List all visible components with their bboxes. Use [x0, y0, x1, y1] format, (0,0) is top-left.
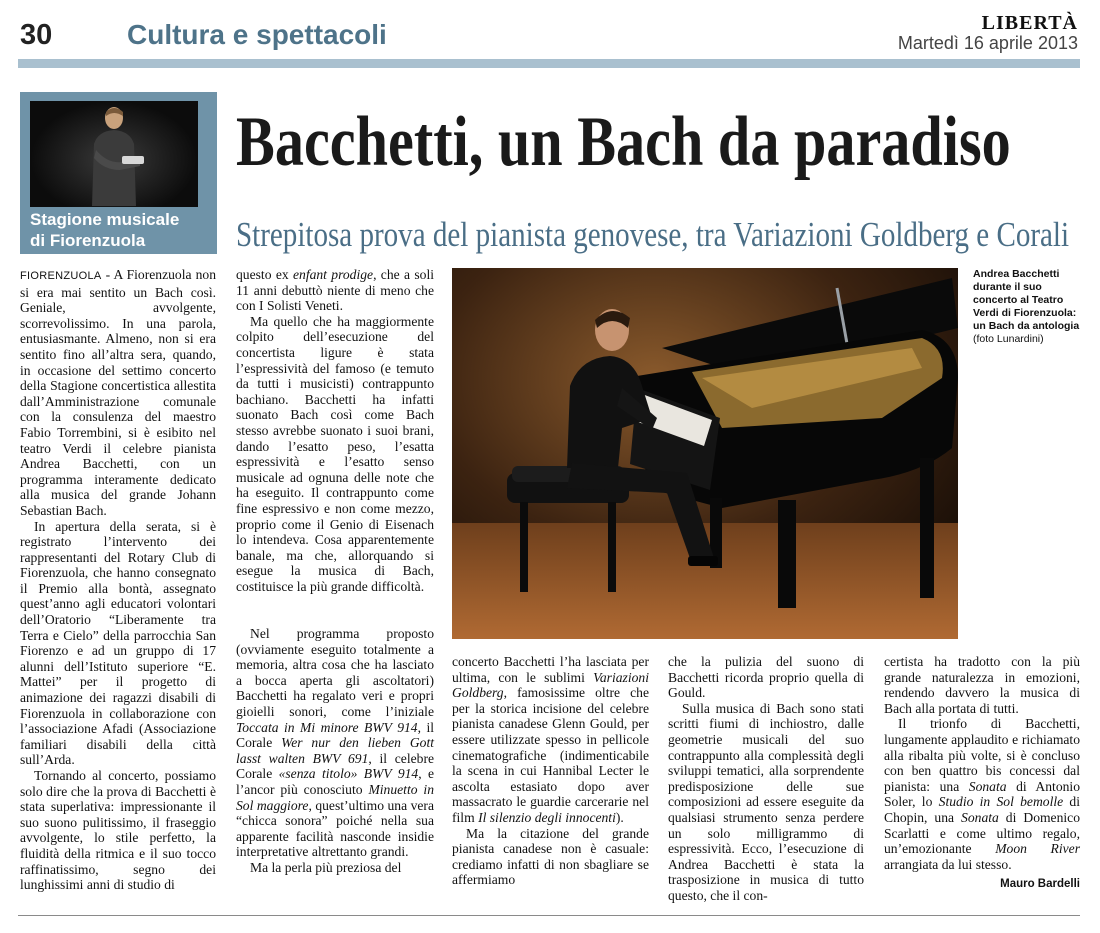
text-span: , famosissime oltre che per la storica incisione del celebre pianista canadese Glenn Gould, per essere utilizzate spesso in pellicole cinematografiche (indimenticabile la scena in cui Hannibal Lecter le ascolta estasiato dopo aver massacrato le guardie carcerarie nel film [452, 685, 649, 825]
text-span: ). [615, 809, 624, 825]
paragraph-11: certista ha tradotto con la più grande naturalezza in emozioni, rendendo davvero la musica di Bach alla portata di tutti. [884, 654, 1080, 716]
text-span: Nel programma proposto (ovviamente eseguito totalmente a memoria, altra cosa che ha lasciato a bocca aperta gli ascoltatori) Bacchetti ha regalato veri e propri gioielli sonori, come l’iniziale [236, 626, 434, 719]
paragraph-9: che la pulizia del suono di Bacchetti ricorda proprio quella di Gould. [668, 654, 864, 701]
pianist-at-piano-illustration [452, 268, 958, 639]
text-span: di Domenico Scarlatti e come ultimo regalo, un’emozionante [884, 809, 1080, 857]
newspaper-name: LIBERTÀ [981, 12, 1078, 34]
section-title: Cultura e spettacoli [127, 19, 387, 50]
musician-figure [78, 104, 150, 206]
header-rule [18, 59, 1080, 68]
work-title: Wer nur den lieben Gott lasst walten BWV 691 [236, 735, 435, 766]
photo-credit: (foto Lunardini) [973, 333, 1044, 345]
text-span: concerto Bacchetti l’ha lasciata per ultima, con le sublimi [452, 654, 649, 685]
paragraph-2: In apertura della serata, si è registrato l’intervento dei rappresentanti del Rotary Club di Fiorenzuola, che hanno consegnato il Premio alla bontà, assegnato quest’anno agli educatori volontari dell’Oratorio “Liberamente tra Terra e Cielo” della parrocchia San Fiorenzo e ad un gruppo di 17 alunni dell’Istituto superiore “E. Mattei” per il progetto di animazione dei ragazzi disabili di Fiorenzuola in collaborazione con l’associazione Afadi (Associazione familiari disabili della città sull’Arda. [20, 518, 216, 768]
text-span: , che a soli 11 anni debuttò niente di meno che con I Solisti Veneti. [236, 267, 434, 314]
text-span: , quest’ultimo una vera “chicca sonora” poiché nella sua apparente facilità nasconde insidie interpretative altrettanto grandi. [236, 797, 434, 860]
footer-rule [18, 915, 1080, 916]
series-caption [30, 209, 215, 251]
article-column-4 [668, 654, 864, 904]
text-span: di Chopin, una [884, 794, 1080, 825]
text-span: , e l’ancor più conosciuto [236, 766, 434, 797]
text-span: , il Corale [236, 719, 435, 751]
work-title: Toccata in Mi minore BWV 914 [236, 719, 418, 735]
page-number: 30 [20, 19, 53, 51]
text-span: questo ex [236, 267, 293, 282]
paragraph-1: - A Fiorenzuola non si era mai sentito un Bach così. Geniale, avvolgente, scorrevolissimo. In una parola, entusiasmante. Almeno, non si era sentito fino all’altra sera, quando, in occasione del settimo concerto della Stagione concertistica allestita dall’Amministrazione comunale con la consulenza del maestro Fabio Torrembini, si è esibito nel teatro Verdi il celebre pianista Andrea Bacchetti, con un programma interamente dedicato alla musica del grande Johann Sebastian Bach. [20, 267, 216, 518]
work-title: Sonata [961, 809, 999, 825]
work-title: Variazioni Goldberg [452, 669, 649, 701]
paragraph-5: Ma quello che ha maggiormente colpito dell’esecuzione del concertista ligure è stata l’espressività del famoso (e temuto da tutti i musicisti) contrappunto bachiano. Bacchetti ha infatti suonato Bach così come Bach stesso avrebbe suonato i suoi brani, dando l’esatto peso, l’esatta espressività e l’esatto senso musicale ad ognuna delle note che ha eseguito. Il contrappunto come fine espressivo e non come mezzo, proprio come il Genio di Eisenach lo intendeva. Cosa apparentemente banale, ma che, allorquando si esegue la musica di Bach, costituisce la più grande difficoltà. [236, 313, 434, 594]
dateline: FIORENZUOLA [20, 270, 102, 282]
photo-caption-text: Andrea Bacchetti durante il suo concerto al Teatro Verdi di Fiorenzuola: un Bach da antologia [973, 268, 1080, 332]
paragraph-10: Sulla musica di Bach sono stati scritti fiumi di inchiostro, dalle geometrie musicali del suo contrappunto alla complessità degli sviluppi tematici, alla sorprendente predisposizione delle sue composizioni ad essere eseguite da qualsiasi strumento senza perdere un solo milligrammo di espressività. Ecco, l’esecuzione di Andrea Bacchetti è stata la trasposizione in musica di tutto questo, che il con- [668, 700, 864, 903]
text-span: di Antonio Soler, lo [884, 778, 1080, 810]
article-column-2-lower [236, 626, 434, 876]
work-title: «senza titolo» BWV 914 [278, 766, 419, 782]
work-title: Moon River [995, 841, 1080, 857]
article-column-2 [236, 267, 434, 594]
work-title: Sonata [968, 778, 1007, 794]
author-byline: Mauro Bardelli [1000, 878, 1080, 890]
paragraph-6 [236, 626, 434, 860]
text-span: , il celebre Corale [236, 750, 434, 782]
article-column-3 [452, 654, 649, 888]
series-caption-line2: di Fiorenzuola [30, 231, 146, 250]
work-title: Studio in Sol bemolle [938, 794, 1064, 810]
paragraph-7: Ma la perla più preziosa del [250, 859, 402, 875]
photo-caption [973, 268, 1080, 346]
subheadline: Strepitosa prova del pianista genovese, tra Variazioni Goldberg e Corali [236, 215, 1070, 254]
film-title: Il silenzio degli innocenti [478, 809, 616, 825]
series-caption-line1: Stagione musicale [30, 210, 180, 229]
main-photo [452, 268, 958, 639]
paragraph-3: Tornando al concerto, possiamo solo dire che la prova di Bacchetti è stata superlativa: impressionante il suo suono pulitissimo, il fraseggio avvolgente, lo stile perfetto, la fluidità della ritmica e il suo tocco raffinatissimo, segno dei lunghissimi anni di studio di [20, 768, 216, 893]
text-span: Il trionfo di Bacchetti, lungamente applaudito e richiamato alla ribalta più volte, si è concluso con ben quattro bis concessi dal pianista: una [884, 716, 1080, 794]
work-title: Minuetto in Sol maggiore [236, 781, 434, 813]
headline: Bacchetti, un Bach da paradiso [236, 103, 1011, 181]
issue-date: Martedì 16 aprile 2013 [897, 33, 1078, 53]
paragraph-12 [884, 716, 1080, 872]
article-column-1 [20, 267, 216, 893]
italic-phrase: enfant prodige [292, 267, 374, 282]
article-column-5 [884, 654, 1080, 872]
text-span: arrangiata da lui stesso. [884, 856, 1012, 872]
paragraph-8: Ma la citazione del grande pianista canadese non è casuale: crediamo infatti di non sbagliare se affermiamo [452, 825, 649, 888]
